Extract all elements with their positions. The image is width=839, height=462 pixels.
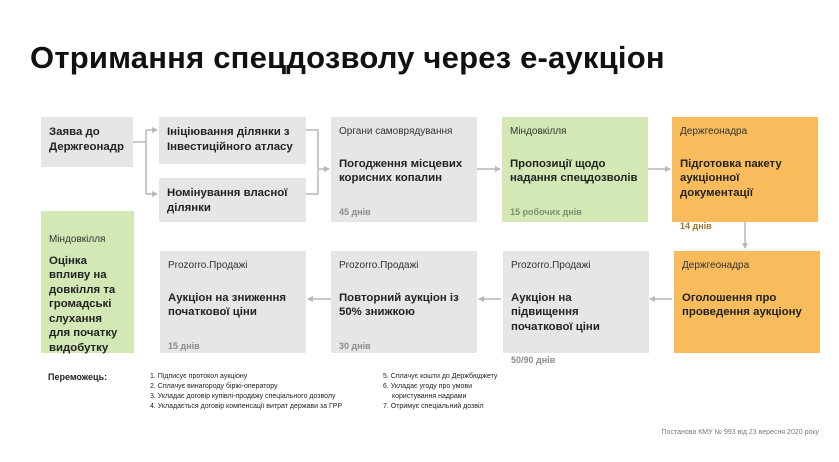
box-mindovkillya-proposals-org: Міндовкілля	[510, 126, 567, 137]
page-title: Отримання спецдозволу через е-аукціон	[30, 40, 665, 75]
winner-step: 7. Отримує спеціальний дозвіл	[383, 403, 484, 410]
winner-step: 4. Укладається договір компенсації витрат держави за ГРР	[150, 403, 343, 410]
winner-step: користування надрами	[392, 393, 467, 400]
box-auction-repeat	[331, 251, 477, 353]
box-derzh-announcement	[674, 251, 820, 353]
winner-step: 2. Сплачує винагороду біржі-оператору	[150, 383, 278, 390]
box-mindovkillya-eia	[41, 211, 134, 353]
box-derzh-preparation-org: Держгеонадра	[680, 126, 748, 137]
box-derzh-announcement-text: Оголошення про проведення аукціону	[682, 291, 802, 318]
box-auction-repeat-text: Повторний аукціон із 50% знижкою	[339, 291, 459, 318]
box-derzh-preparation-text: Підготовка пакету аукціонної документації	[680, 157, 782, 199]
box-auction-raise-days: 50/90 днів	[511, 355, 556, 365]
box-auction-reduce	[160, 251, 306, 353]
box-auction-raise-org: Prozorro.Продажі	[511, 260, 591, 271]
box-application	[41, 117, 133, 167]
box-derzh-announcement-org: Держгеонадра	[682, 260, 750, 271]
box-auction-repeat-days: 30 днів	[339, 340, 371, 351]
winner-step: 1. Підписує протокол аукціону	[150, 373, 248, 380]
box-nomination-text: Номінування власної ділянки	[167, 187, 288, 214]
box-mindovkillya-proposals-days: 15 робочих днів	[510, 206, 582, 217]
box-nomination	[159, 178, 306, 222]
box-self-government-days: 45 днів	[339, 206, 371, 217]
box-mindovkillya-eia-text: Оцінка впливу на довкілля та громадські слухання для початку видобутку	[49, 254, 118, 354]
box-derzh-preparation-days: 14 днів	[680, 221, 712, 231]
box-application-text: Заява до Держгеонадр	[49, 126, 124, 153]
box-auction-reduce-text: Аукціон на зниження початкової ціни	[168, 291, 287, 318]
box-auction-repeat-org: Prozorro.Продажі	[339, 260, 419, 271]
winner-step: 5. Сплачує кошти до Держбюджету	[383, 373, 498, 380]
box-self-government-text: Погодження місцевих корисних копалин	[339, 157, 463, 184]
box-auction-reduce-org: Prozorro.Продажі	[168, 260, 248, 271]
source-note: Постанова КМУ № 993 від 23 вересня 2020 року	[661, 429, 819, 436]
winner-steps-left	[150, 372, 342, 412]
winner-steps-right	[383, 372, 497, 412]
box-mindovkillya-eia-org: Міндовкілля	[49, 234, 106, 245]
box-derzh-preparation	[672, 117, 818, 231]
box-auction-reduce-days: 15 днів	[168, 340, 200, 351]
box-self-government-org: Органи самоврядування	[339, 126, 453, 137]
winner-label: Переможець:	[48, 372, 108, 382]
box-auction-raise-text: Аукціон на підвищення початкової ціни	[511, 291, 600, 333]
winner-step: 6. Укладає угоду про умови	[383, 383, 472, 390]
box-mindovkillya-proposals	[502, 117, 648, 222]
box-initiation-text: Ініціювання ділянки з Інвестиційного атласу	[167, 126, 293, 153]
box-initiation	[159, 117, 306, 164]
box-self-government	[331, 117, 477, 222]
connector-merge	[306, 130, 318, 194]
box-mindovkillya-proposals-text: Пропозиції щодо надання спецдозволів	[510, 157, 638, 184]
box-auction-raise	[503, 251, 649, 365]
winner-step: 3. Укладає договір купівлі-продажу спеціального дозволу	[150, 393, 336, 400]
